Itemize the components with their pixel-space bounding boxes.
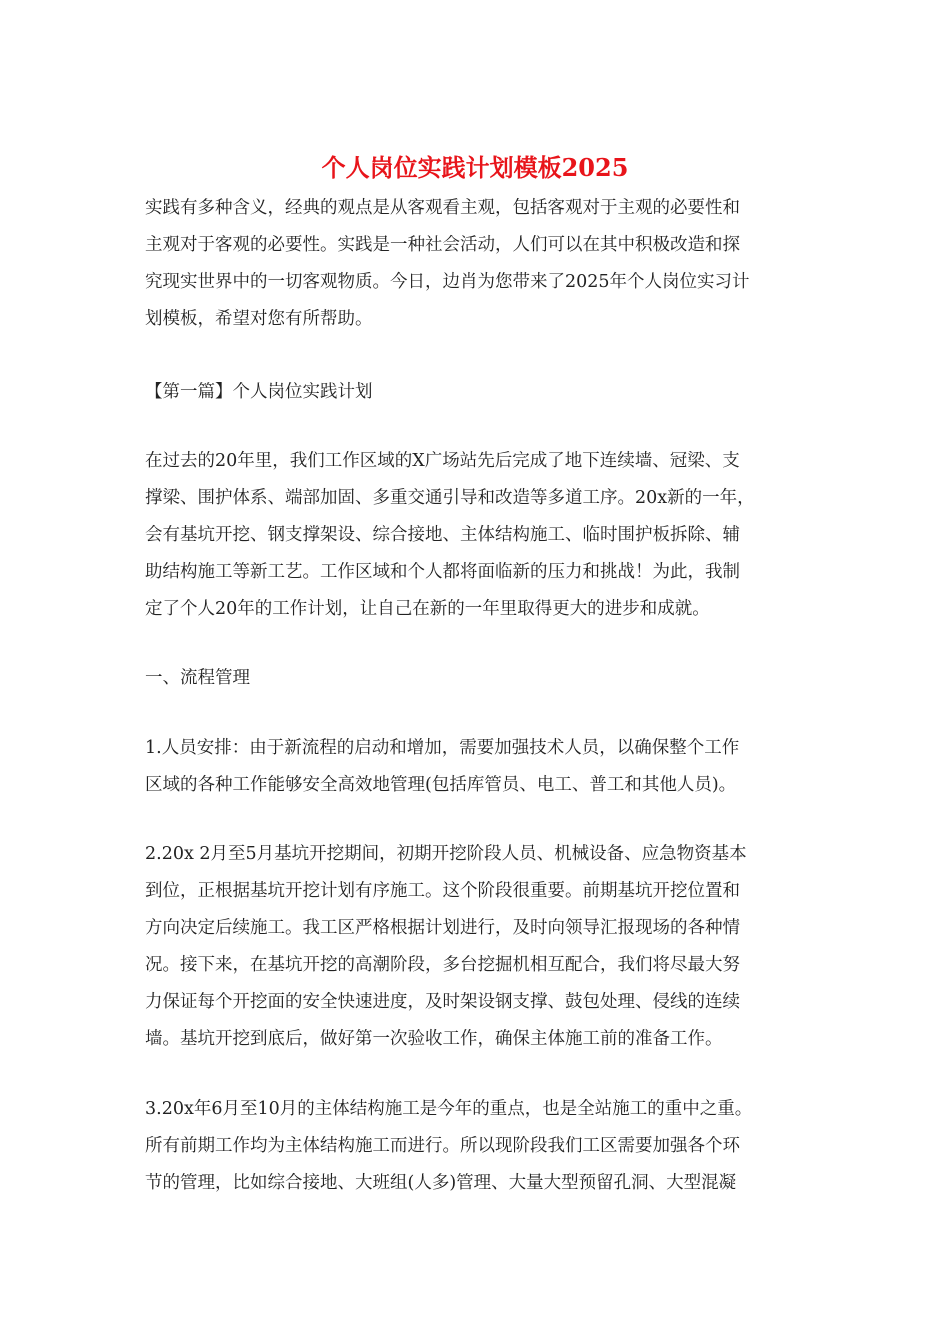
subheading-text: 一、流程管理 [145,668,250,688]
text-line: 1.人员安排：由于新流程的启动和增加，需要加强技术人员，以确保整个工作 [145,738,740,758]
section-heading [145,374,813,411]
text-line: 墙。基坑开挖到底后，做好第一次验收工作，确保主体施工前的准备工作。 [145,1029,723,1049]
text-line: 究现实世界中的一切客观物质。今日，边肖为您带来了2025年个人岗位实习计 [145,272,750,292]
text-line: 主观对于客观的必要性。实践是一种社会活动，人们可以在其中积极改造和探 [145,235,740,255]
text-line: 划模板，希望对您有所帮助。 [145,309,373,329]
text-line: 力保证每个开挖面的安全快速进度，及时架设钢支撑、鼓包处理、侵线的连续 [145,992,740,1012]
list-item-1 [145,730,813,804]
intro-paragraph [145,190,813,338]
text-line: 2.20x 2月至5月基坑开挖期间，初期开挖阶段人员、机械设备、应急物资基本 [145,844,747,864]
text-line: 撑梁、围护体系、端部加固、多重交通引导和改造等多道工序。20x新的一年， [145,488,755,508]
text-line: 到位，正根据基坑开挖计划有序施工。这个阶段很重要。前期基坑开挖位置和 [145,881,740,901]
paragraph-1 [145,443,813,628]
text-line: 定了个人20年的工作计划，让自己在新的一年里取得更大的进步和成就。 [145,599,710,619]
text-line: 3.20x年6月至10月的主体结构施工是今年的重点，也是全站施工的重中之重。 [145,1099,753,1119]
text-line: 助结构施工等新工艺。工作区域和个人都将面临新的压力和挑战！为此，我制 [145,562,740,582]
list-item-3 [145,1091,813,1202]
text-line: 实践有多种含义，经典的观点是从客观看主观，包括客观对于主观的必要性和 [145,198,740,218]
text-line: 况。接下来，在基坑开挖的高潮阶段，多台挖掘机相互配合，我们将尽最大努 [145,955,740,975]
document-title: 个人岗位实践计划模板2025 [321,153,629,182]
text-line: 区域的各种工作能够安全高效地管理(包括库管员、电工、普工和其他人员)。 [145,775,737,795]
section-heading-text: 【第一篇】个人岗位实践计划 [145,382,373,402]
list-item-2 [145,836,813,1058]
subheading-process-management [145,660,813,697]
text-line: 方向决定后续施工。我工区严格根据计划进行，及时向领导汇报现场的各种情 [145,918,740,938]
text-line: 所有前期工作均为主体结构施工而进行。所以现阶段我们工区需要加强各个环 [145,1136,740,1156]
text-line: 在过去的20年里，我们工作区域的X广场站先后完成了地下连续墙、冠梁、支 [145,451,740,471]
text-line: 会有基坑开挖、钢支撑架设、综合接地、主体结构施工、临时围护板拆除、辅 [145,525,740,545]
text-line: 节的管理，比如综合接地、大班组(人多)管理、大量大型预留孔洞、大型混凝 [145,1173,737,1193]
